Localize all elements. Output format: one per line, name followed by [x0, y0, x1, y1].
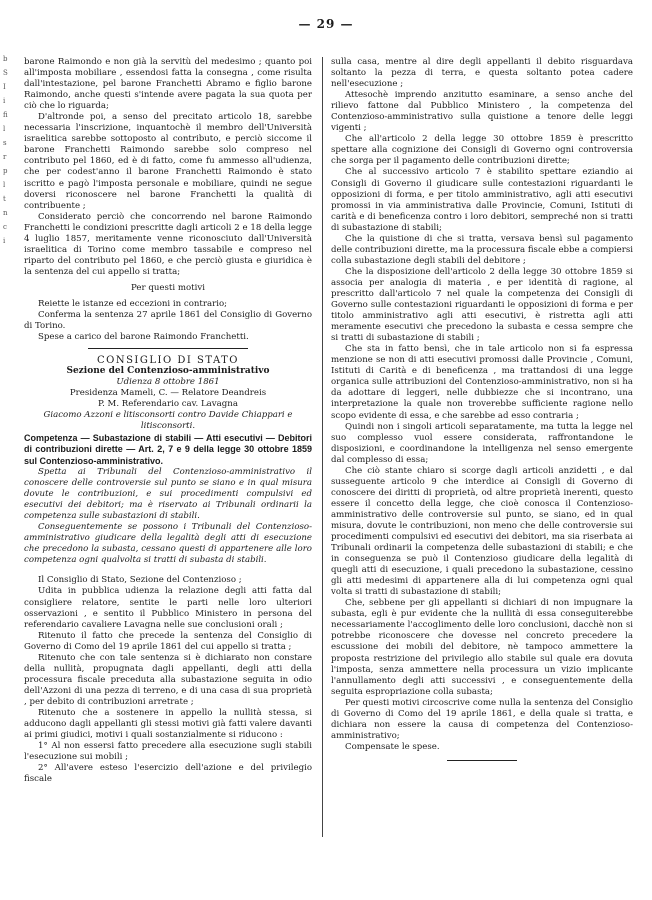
- paragraph: Il Consiglio di Stato, Sezione del Contenzioso ;: [38, 575, 242, 586]
- margin-mark: l: [3, 125, 6, 133]
- article-title: CONSIGLIO DI STATO: [96, 355, 240, 367]
- paragraph: D'altronde poi, a senso del precitato articolo 18, sarebbe necessaria l'inscrizione, inquantochè il membro dell'Università israelitica sarebbe sottoposto al contributo, e perciò siccome il barone Franchetti Raimondo sarebbe solo compreso nel contributo pel 1860, ed è di fatto, come fu ammesso all'udienza, che per codest'anno il barone Franchetti Raimondo è stato iscritto e pagò l'imposta personale e mobiliare, quindi ne segue doversi riconoscere nel barone Franchetti la qualità di contribuente ;: [24, 112, 312, 211]
- paragraph: Che ciò stante chiaro si scorge dagli articoli anzidetti , e dal susseguente articolo 9 che interdice ai Consigli di Governo di conoscere dei diritti di proprietà, od altre proprietà inerenti, questo essere il concetto della legge, che cioè conosca il Contenzioso-amministrativo delle controversie sul punto, se siano, ed in qual misura, dovute le contribuzioni, non meno che delle controversie sui procedimenti compulsivi ed esecutivi dei debitori, ma sia riserbata ai Tribunali ordinarii la competenza delle subastazioni di stabili; e che in conseguenza se può il Contenzioso giudicare della legalità di quegli atti di esecuzione, i quali precedono la subastazione, cessino gli atti medesimi di appartenere alla di lui competenza ogni qual volta si tratti di subastazione di stabili;: [331, 465, 633, 598]
- margin-mark: s: [3, 139, 7, 147]
- margin-mark: t: [3, 195, 6, 203]
- paragraph: Quindi non i singoli articoli separatamente, ma tutta la legge nel suo complesso vuol essere considerata, raffrontandone le disposizioni, e coordinandone la intelligenza nel senso emergente dal complesso di essa;: [331, 421, 633, 465]
- margin-mark: i: [3, 97, 6, 105]
- headnote: Spetta ai Tribunali del Contenzioso-amministrativo il conoscere delle controversie sul punto se siano e in qual misura dovute le contribuzioni, e sui procedimenti compulsivi ed esecutivi dei debitori; ma è riservato ai Tribunali ordinarii la competenza sulle subastazioni di stabili.: [24, 467, 312, 522]
- margin-mark: fi: [3, 111, 8, 119]
- margin-mark: i: [3, 237, 6, 245]
- paragraph: Considerato perciò che concorrendo nel barone Raimondo Franchetti le condizioni prescritte dagli articoli 2 e 18 della legge 4 luglio 1857, meritamente venne riconosciuto dall'Università israelitica di Torino come membro tassabile e compreso nel riparto del contributo pel 1860, e che perciò giusta e giuridica è la sentenza del cui appello si tratta;: [24, 211, 312, 277]
- margin-mark: S: [3, 69, 8, 77]
- section-divider: [88, 348, 248, 349]
- paragraph: Ritenuto il fatto che precede la sentenza del Consiglio di Governo di Como del 19 aprile 1861 del cui appello si tratta ;: [24, 630, 312, 652]
- paragraph: Udita in pubblica udienza la relazione degli atti fatta dal consigliere relatore, sentite le parti nelle loro ulteriori osservazioni , e sentito il Pubblico Ministero in persona del referendario cavaliere Lavagna nelle sue conclusioni orali ;: [24, 586, 312, 630]
- motives-heading: Per questi motivi: [131, 282, 205, 293]
- paragraph: Ritenuto che con tale sentenza si è dichiarato non constare della nullità, propugnata dagli appellanti, degli atti della processura fiscale preceduta alla subastazione seguita in odio dell'Azzoni di una pezza di terreno, e di una casa di sua proprietà , per debito di contribuzioni arretrate ;: [24, 652, 312, 707]
- margin-mark: c: [3, 223, 7, 231]
- paragraph: Che al successivo articolo 7 è stabilito spettare eziandio ai Consigli di Governo il giudicare sulle contestazioni riguardanti le opposizioni di forma, e per titolo amministrativo, agli atti esecutivi promossi in via amministrativa dalle Provincie, Comuni, Istituti di carità e di beneficenza contro i loro debitori, sempreché non si tratti di subastazione di stabili;: [331, 167, 633, 233]
- end-divider: [447, 760, 517, 761]
- paragraph: sulla casa, mentre al dire degli appellanti il debito risguardava soltanto la pezza di terra, e questa soltanto potea cadere nell'esecuzione ;: [331, 57, 633, 90]
- paragraph: 2° All'avere esteso l'esercizio dell'azione e del privilegio fiscale: [24, 763, 312, 785]
- margin-mark: b: [3, 55, 8, 63]
- paragraph: Che la disposizione dell'articolo 2 della legge 30 ottobre 1859 si associa per analogia di materia , e per identità di ragione, al prescritto dall'articolo 7 nel quale la competenza dei Consigli di Governo sulle contestazioni riguardanti le opposizioni di forma e per titolo amministrativo agli atti esecutivi, è ristretta agli atti meramente esecutivi che precedono la subasta e cessa sempre che si tratti di subastazione di stabili ;: [331, 266, 633, 344]
- margin-mark: l: [3, 181, 6, 189]
- margin-annotations: [3, 52, 15, 248]
- decision: Conferma la sentenza 27 aprile 1861 del Consiglio di Governo di Torino.: [24, 310, 312, 332]
- paragraph: Che, sebbene per gli appellanti si dichiari di non impugnare la subasta, egli è pur evidente che la nullità di essa conseguiterebbe necessariamente l'accoglimento delle loro conclusioni, dacchè non si potrebbe riconoscere che dovesse nel concreto precedere la escussione dei mobili del debitore, nè tampoco ammettere la proposta restrizione del privilegio allo stabile sul quale era dovuta l'imposta, senza ammettere nella processura un vizio implicante l'annullamento degli atti successivi , e conseguentemente della seguita espropriazione colla subasta;: [331, 598, 633, 697]
- public-ministry-line: P. M. Referendario cav. Lavagna: [98, 399, 238, 410]
- article-section: Sezione del Contenzioso-amministrativo: [66, 366, 270, 377]
- margin-mark: r: [3, 153, 7, 161]
- paragraph: Che all'articolo 2 della legge 30 ottobre 1859 è prescritto spettare alla cognizione dei Consigli di Governo ogni controversia che sorga per il pagamento delle contribuzioni dirette;: [331, 134, 633, 167]
- parties-line: Giacomo Azzoni e litisconsorti contro Davide Chiappari e litisconsorti.: [43, 410, 293, 432]
- right-column: [322, 57, 633, 837]
- margin-mark: n: [3, 209, 8, 217]
- case-subject: Competenza — Subastazione di stabili — Atti esecutivi — Debitori di contribuzioni dirette — Art. 2, 7 e 9 della legge 30 ottobre 1859 sul Contenzioso-amministrativo.: [24, 432, 312, 466]
- left-column: [24, 57, 312, 785]
- decision: Reiette le istanze ed eccezioni in contrario;: [38, 298, 228, 309]
- headnote: Conseguentemente se possono i Tribunali del Contenzioso-amministrativo giudicare della legalità degli atti di esecuzione che precedono la subasta, cessano questi di appartenere alle loro competenza ogni qualvolta si tratti di subasta di stabili.: [24, 522, 312, 566]
- paragraph: Che sta in fatto bensì, che in tale articolo non si fa espressa menzione se non di atti esecutivi promossi dalle Provincie , Comuni, Istituti di Carità e di beneficenza , ma trattandosi di una legge organica sulle attribuzioni del Contenzioso-amministrativo, non si ha da adottare di leggeri, nelle dubbiezze che si incontrano, una interpretazione la quale non troverebbe sufficiente ragione nello scopo evidente di essa, e che sarebbe ad esso contraria ;: [331, 344, 633, 421]
- paragraph: Per questi motivi circoscrive come nulla la sentenza del Consiglio di Governo di Como del 19 aprile 1861, e della quale si tratta, e dichiara non essere la causa di competenza del Contenzioso-amministrativo;: [331, 697, 633, 741]
- decision: Spese a carico del barone Raimondo Franchetti.: [38, 332, 249, 343]
- paragraph: Ritenuto che a sostenere in appello la nullità stessa, si adducono dagli appellanti gli stessi motivi già fatti valere davanti ai primi giudici, motivi i quali sostanzialmente si riducono :: [24, 707, 312, 741]
- paragraph: Attesochè imprendo anzitutto esaminare, a senso anche del rilievo fattone dal Pubblico Ministero , la competenza del Contenzioso-amministrativo sulla quistione a tenore delle leggi vigenti ;: [331, 90, 633, 134]
- margin-mark: I: [3, 83, 6, 91]
- paragraph: barone Raimondo e non già la servitù del medesimo ; quanto poi all'imposta mobiliare , essendosi fatta la consegna , come risulta dall'intestazione, pel barone Franchetti Abramo e figlio barone Raimondo, anche questi s'intende avere pagata la sua quota per ciò che lo riguarda;: [24, 57, 312, 112]
- paragraph: Che la quistione di che si tratta, versava bensì sul pagamento delle contribuzioni dirette, ma la processura fiscale ebbe a compiersi colla subastazione degli stabili del debitore ;: [331, 233, 633, 266]
- paragraph: 1° Al non essersi fatto precedere alla esecuzione sugli stabili l'esecuzione sui mobili ;: [24, 741, 312, 763]
- page-number: — 29 —: [298, 17, 354, 31]
- paragraph: Compensate le spese.: [345, 741, 440, 752]
- margin-mark: p: [3, 167, 8, 175]
- presidency-line: Presidenza Mameli, C. — Relatore Deandreis: [69, 388, 267, 399]
- hearing-date: Udienza 8 ottobre 1861: [116, 377, 220, 388]
